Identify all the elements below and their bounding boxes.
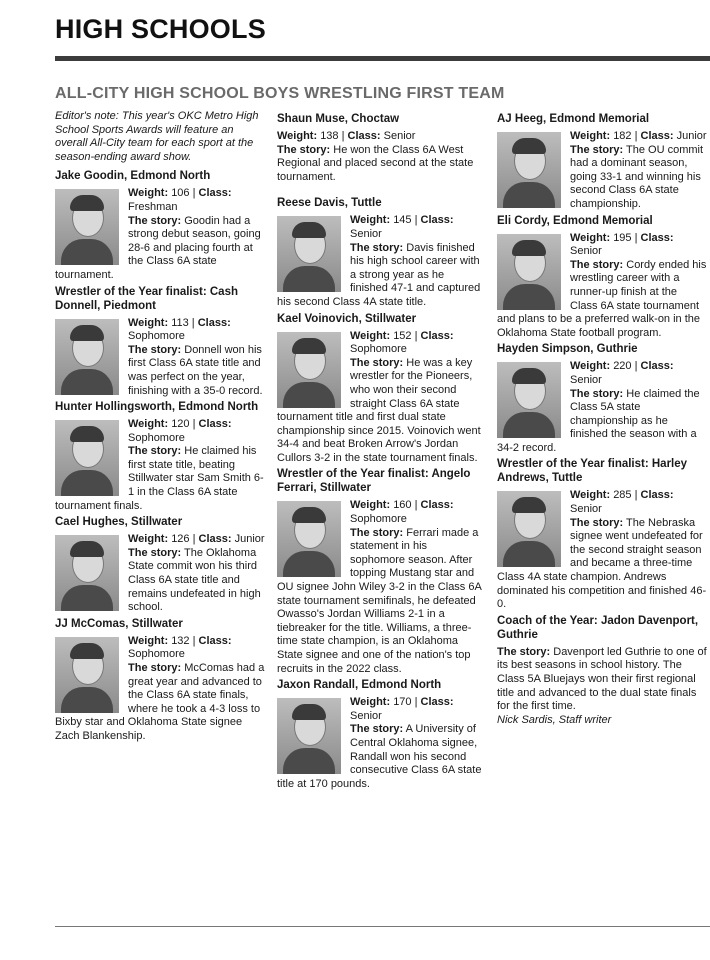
wrestler-photo (277, 501, 341, 577)
class-value: Sophomore (350, 343, 407, 356)
story-label: The story: (570, 387, 624, 400)
class-value: Sophomore (128, 648, 185, 661)
wrestler-entry: Wrestler of the Year finalist: Angelo Ferrari, Stillwater Weight: 160 | Class: Sophomore The story: Ferrari made a statement in his sophomore season. After topping Mustang star and OU signee John Wiley 3-2 in the Class 6A state tournament semifinals, he defeated Owasso's Jordan Williams 2-1 in a tiebreaker for the title. Williams, a three-time state champion, is an Oklahoma State signee and one of the nation's top recruits in the 2022 class. (277, 465, 485, 676)
story-text: He was a key wrestler for the Pioneers, who won their second straight Class 6A state tournament title and first dual state championship since 2015. Voinovich went 34-4 and beat Broken Arrow's Jordan Cullors 3-2 in the state tournament finals. (277, 356, 481, 464)
column-2 (277, 110, 485, 791)
wrestler-name: Wrestler of the Year finalist: Harley Andrews, Tuttle (497, 458, 688, 485)
class-value: Freshman (128, 200, 178, 213)
class-label: Class: (640, 489, 674, 502)
weight-value: 138 (320, 130, 339, 142)
wrestler-name: Hayden Simpson, Guthrie (497, 343, 638, 356)
wrestler-photo (277, 216, 341, 292)
wrestler-photo (55, 189, 119, 265)
wrestler-entry: Jake Goodin, Edmond North Weight: 106 | Class: Freshman The story: Goodin had a strong debut season, going 28-6 and placing fourth at the Class 6A state tournament. (55, 167, 267, 282)
class-value: Sophomore (128, 431, 185, 444)
class-value: Senior (350, 709, 382, 722)
wrestler-name: Jake Goodin, Edmond North (55, 170, 211, 183)
class-value: Senior (570, 245, 602, 258)
wrestler-photo (497, 234, 561, 310)
wrestler-name: Kael Voinovich, Stillwater (277, 312, 417, 325)
class-value: Sophomore (128, 330, 185, 343)
weight-label: Weight: (570, 130, 611, 142)
weight-label: Weight: (128, 187, 169, 200)
weight-value: 126 (171, 533, 190, 546)
class-label: Class: (420, 329, 454, 342)
story-label: The story: (128, 214, 182, 227)
class-label: Class: (198, 634, 232, 647)
wrestler-photo (55, 637, 119, 713)
wrestler-entry: Shaun Muse, Choctaw Weight: 138 | Class: Senior The story: He won the Class 6A West Regional and placed second at the state tournament. (277, 110, 485, 184)
weight-label: Weight: (128, 418, 169, 431)
wrestler-name: Wrestler of the Year finalist: Cash Donnell, Piedmont (55, 285, 238, 312)
class-value: Senior (570, 503, 602, 516)
wrestler-name: AJ Heeg, Edmond Memorial (497, 113, 650, 125)
wrestler-name: Jaxon Randall, Edmond North (277, 679, 442, 692)
story-label: The story: (350, 526, 404, 539)
story-text: He won the Class 6A West Regional and placed second at the state tournament. (277, 143, 474, 183)
weight-value: 113 (171, 316, 189, 329)
class-label: Class: (420, 696, 454, 709)
wrestler-name: Wrestler of the Year finalist: Angelo Ferrari, Stillwater (277, 468, 471, 495)
class-label: Class: (420, 499, 454, 512)
wrestler-entry: Reese Davis, Tuttle Weight: 145 | Class: Senior The story: Davis finished his high school career with a strong year as he finished 47-1 and captured his second Class 4A state title. (277, 194, 485, 309)
class-label: Class: (640, 231, 674, 244)
article-headline: ALL-CITY HIGH SCHOOL BOYS WRESTLING FIRST TEAM (55, 85, 505, 102)
column-3 (497, 110, 707, 727)
weight-value: 120 (171, 418, 190, 431)
wrestler-photo (277, 698, 341, 774)
wrestler-entry: Kael Voinovich, Stillwater Weight: 152 | Class: Sophomore The story: He was a key wrestler for the Pioneers, who won their second straight Class 6A state tournament title and first dual state championship since 2015. Voinovich went 34-4 and beat Broken Arrow's Jordan Cullors 3-2 in the state tournament finals. (277, 310, 485, 466)
class-label: Class: (198, 533, 232, 546)
story-text: Cordy ended his wrestling career with a runner-up finish at the Class 6A state tournament and plans to be a preferred walk-on in the Oklahoma State football program. (497, 258, 707, 339)
section-title: HIGH SCHOOLS (55, 14, 266, 44)
wrestler-entry: Wrestler of the Year finalist: Harley Andrews, Tuttle Weight: 285 | Class: Senior The story: The Nebraska signee went undefeated for the second straight season and became a three-time Class 4A state champion. Andrews dominated his competition and finished 46-0. (497, 458, 707, 611)
class-label: Class: (197, 316, 231, 329)
weight-label: Weight: (570, 360, 611, 373)
story-label: The story: (350, 241, 404, 254)
coach-name: Coach of the Year: Jadon Davenport, Guthrie (497, 614, 699, 641)
story-text: Donnell won his first Class 6A state title and was perfect on the year, finishing with a 35-0 record. (128, 343, 263, 397)
weight-label: Weight: (128, 533, 169, 546)
weight-label: Weight: (570, 489, 611, 502)
story-text: The OU commit had a dominant season, going 33-1 and winning his second Class 6A state championship. (570, 143, 704, 210)
weight-value: 220 (613, 360, 632, 373)
weight-label: Weight: (350, 214, 391, 227)
wrestler-name: Hunter Hollingsworth, Edmond North (55, 401, 259, 414)
wrestler-entry: AJ Heeg, Edmond Memorial Weight: 182 | Class: Junior The story: The OU commit had a dominant season, going 33-1 and winning his second Class 6A state championship. (497, 110, 707, 212)
wrestler-entry: Eli Cordy, Edmond Memorial Weight: 195 | Class: Senior The story: Cordy ended his wrestling career with a runner-up finish at the Class 6A state tournament and plans to be a preferred walk-on in the Oklahoma State football program. (497, 214, 707, 339)
wrestler-entry: Jaxon Randall, Edmond North Weight: 170 | Class: Senior The story: A University of Central Oklahoma signee, Randall won his second consecutive Class 6A state title at 170 pounds. (277, 676, 485, 791)
wrestler-name: JJ McComas, Stillwater (55, 617, 183, 630)
weight-label: Weight: (350, 499, 391, 512)
weight-label: Weight: (350, 696, 391, 709)
class-label: Class: (420, 214, 454, 227)
weight-value: 145 (393, 214, 412, 227)
story-text: He claimed his first state title, beating Stillwater star Sam Smith 6-1 in the Class 6A state tournament finals. (55, 445, 264, 512)
class-value: Junior (676, 130, 707, 142)
weight-value: 170 (393, 696, 412, 709)
wrestler-photo (497, 132, 561, 208)
section-rule (55, 56, 710, 61)
story-label: The story: (570, 143, 624, 156)
wrestler-name: Reese Davis, Tuttle (277, 197, 382, 210)
weight-label: Weight: (128, 316, 169, 329)
weight-value: 195 (613, 231, 632, 244)
wrestler-photo (277, 332, 341, 408)
editors-note: Editor's note: This year's OKC Metro High School Sports Awards will feature an overall All-City team for each sport at the season-ending award show. (55, 110, 259, 163)
class-value: Sophomore (350, 513, 407, 526)
story-text: Goodin had a strong debut season, going 28-6 and placing fourth at the Class 6A state tournament. (55, 214, 261, 281)
story-label: The story: (128, 445, 182, 458)
weight-label: Weight: (128, 634, 169, 647)
weight-value: 152 (393, 329, 412, 342)
weight-value: 285 (613, 489, 632, 502)
class-value: Senior (383, 130, 416, 142)
class-value: Junior (234, 533, 265, 546)
story-text: A University of Central Oklahoma signee, Randall won his second consecutive Class 6A state title at 170 pounds. (277, 723, 482, 790)
weight-label: Weight: (277, 130, 318, 142)
weight-label: Weight: (350, 329, 391, 342)
wrestler-name: Cael Hughes, Stillwater (55, 516, 183, 529)
wrestler-name: Shaun Muse, Choctaw (277, 113, 400, 125)
story-label: The story: (277, 143, 331, 156)
column-1 (55, 110, 267, 744)
story-text: He claimed the Class 5A state championship as he finished the season with a 34-2 record. (497, 387, 700, 454)
class-value: Senior (570, 373, 602, 386)
weight-value: 106 (171, 187, 190, 200)
bottom-rule (55, 926, 710, 927)
story-text: Davenport led Guthrie to one of its best seasons in school history. The Class 5A Bluejays won their first regional title and advanced to the dual state finals for the first time. (497, 645, 707, 713)
wrestler-entry: Hayden Simpson, Guthrie Weight: 220 | Class: Senior The story: He claimed the Class 5A state championship as he finished the season with a 34-2 record. (497, 340, 707, 455)
weight-value: 182 (613, 130, 632, 142)
class-value: Senior (350, 227, 382, 240)
story-text: McComas had a great year and advanced to the Class 6A state finals, where he took a 4-3 loss to Bixby star and Oklahoma State signee Zach Blankenship. (55, 662, 265, 742)
wrestler-entry: JJ McComas, Stillwater Weight: 132 | Class: Sophomore The story: McComas had a great year and advanced to the Class 6A state finals, where he took a 4-3 loss to Bixby star and Oklahoma State signee Zach Blankenship. (55, 615, 267, 744)
wrestler-entry: Hunter Hollingsworth, Edmond North Weight: 120 | Class: Sophomore The story: He claimed his first state title, beating Stillwater star Sam Smith 6-1 in the Class 6A state tournament finals. (55, 398, 267, 513)
weight-value: 160 (393, 499, 412, 512)
class-label: Class: (347, 130, 381, 142)
story-label: The story: (570, 516, 624, 529)
wrestler-photo (497, 491, 561, 567)
story-label: The story: (128, 343, 182, 356)
wrestler-entry: Wrestler of the Year finalist: Cash Donnell, Piedmont Weight: 113 | Class: Sophomore The story: Donnell won his first Class 6A state title and was perfect on the year, finishing with a 35-0 record. (55, 283, 267, 399)
story-text: Ferrari made a statement in his sophomore season. After topping Mustang star and OU signee John Wiley 3-2 in the Class 6A state tournament semifinals, he defeated Owasso's Jordan Williams 2-1 in a tiebreaker for the title. Williams, a three-time state champion, is an Oklahoma State signee and one of the nation's top recruits in the 2022 class. (277, 526, 482, 675)
wrestler-photo (55, 319, 119, 395)
story-label: The story: (350, 356, 404, 369)
weight-label: Weight: (570, 231, 611, 244)
wrestler-photo (55, 535, 119, 611)
class-label: Class: (640, 360, 674, 373)
class-label: Class: (640, 130, 674, 142)
wrestler-name: Eli Cordy, Edmond Memorial (497, 214, 653, 227)
story-label: The story: (497, 645, 551, 658)
story-text: Davis finished his high school career with a strong year as he finished 47-1 and captured his second Class 4A state title. (277, 241, 481, 308)
story-label: The story: (128, 662, 182, 674)
story-label: The story: (128, 546, 182, 559)
story-label: The story: (570, 258, 624, 271)
byline: Nick Sardis, Staff writer (497, 713, 612, 726)
coach-entry (497, 612, 707, 714)
story-label: The story: (350, 723, 404, 736)
class-label: Class: (198, 187, 232, 200)
wrestler-photo (497, 362, 561, 438)
class-label: Class: (198, 418, 232, 431)
weight-value: 132 (171, 634, 190, 647)
wrestler-photo (55, 420, 119, 496)
story-text: The Oklahoma State commit won his third Class 6A state title and remains undefeated in high school. (128, 546, 261, 614)
wrestler-entry: Cael Hughes, Stillwater Weight: 126 | Class: Junior The story: The Oklahoma State commit won his third Class 6A state title and remains undefeated in high school. (55, 513, 267, 615)
story-text: The Nebraska signee went undefeated for the second straight season and became a three-time Class 4A state champion. Andrews dominated his competition and finished 46-0. (497, 516, 707, 611)
